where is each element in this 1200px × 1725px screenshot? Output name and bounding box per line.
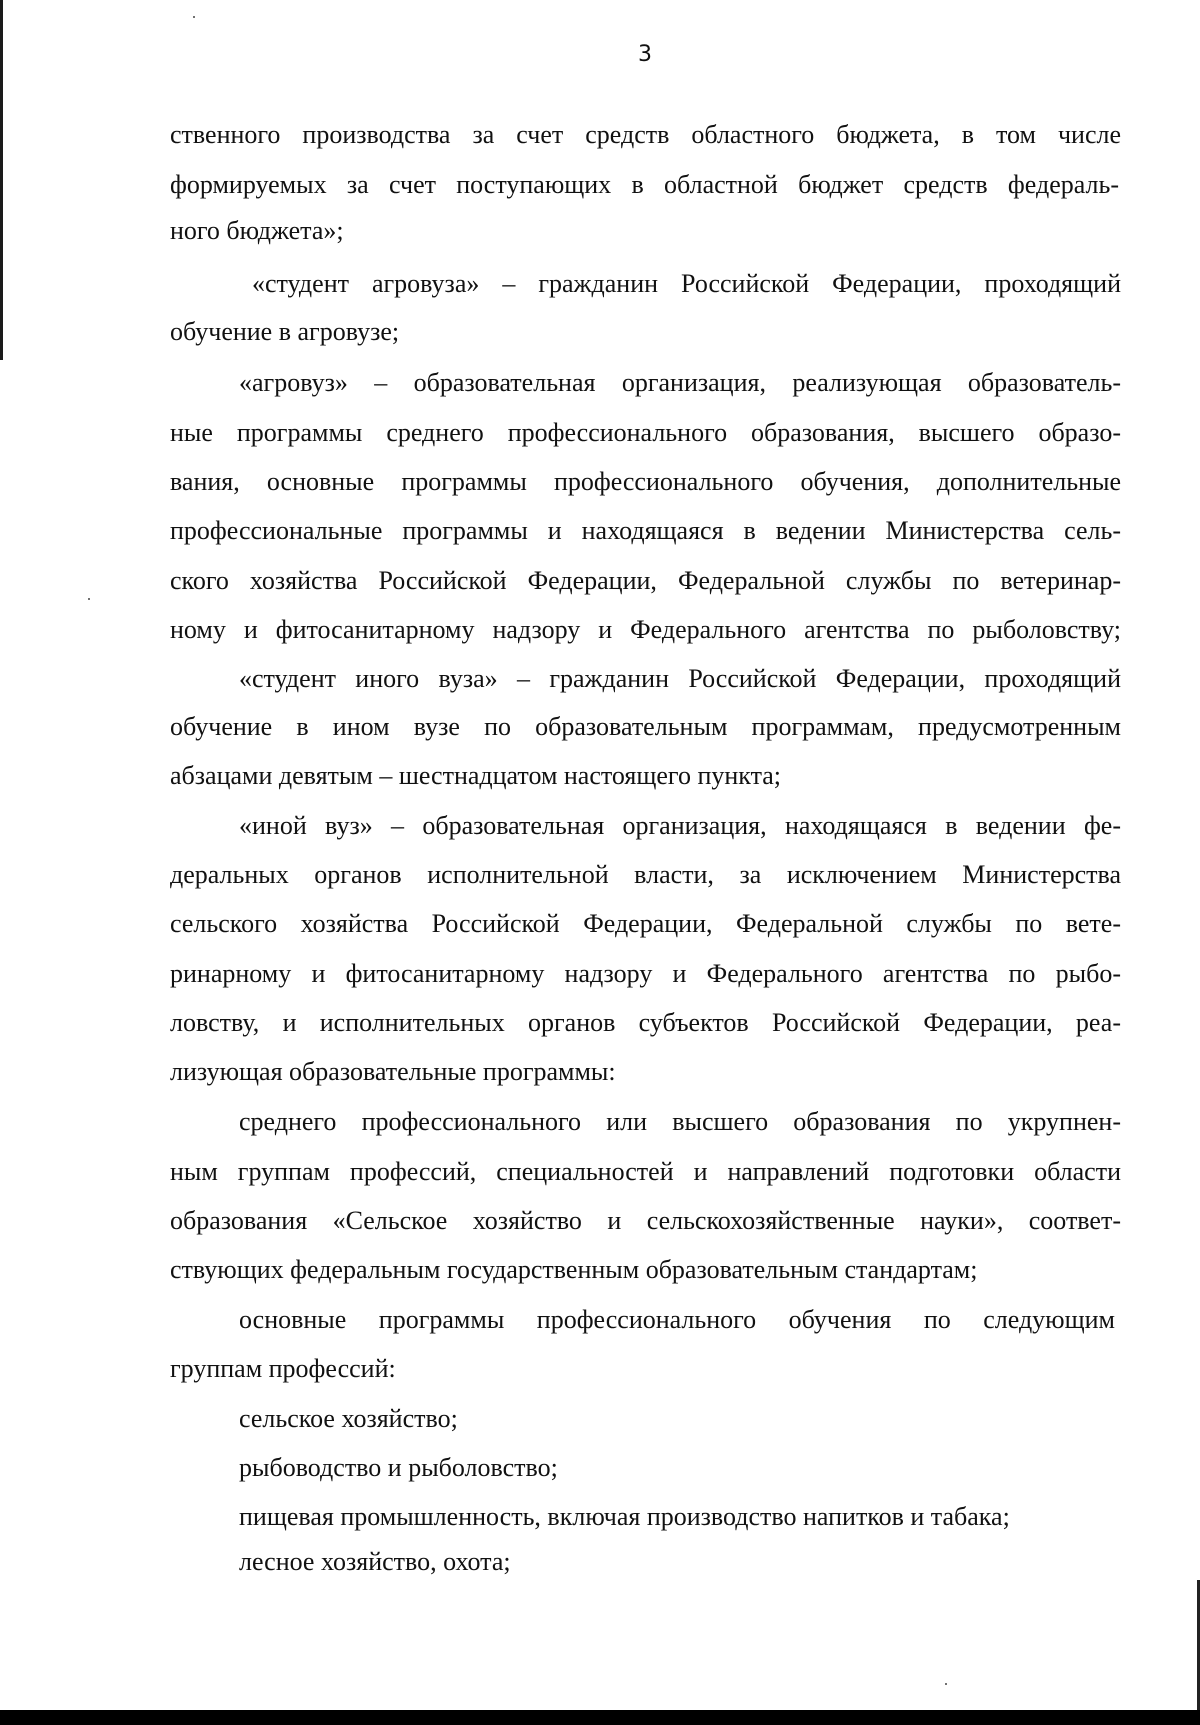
text-line: «иной вуз» – образовательная организация, находящаяся в ведении фе- [239, 811, 1121, 840]
text-line: ственного производства за счет средств областного бюджета, в том числе [170, 120, 1121, 149]
scan-bottom-edge [0, 1710, 1200, 1725]
text-line: «студент агровуза» – гражданин Российской Федерации, проходящий [252, 269, 1121, 298]
text-line: деральных органов исполнительной власти, за исключением Министерства [170, 860, 1121, 889]
text-line: лизующая образовательные программы: [170, 1057, 616, 1086]
text-line: группам профессий: [170, 1354, 396, 1383]
page-number: 3 [638, 42, 652, 67]
text-line: основные программы профессионального обучения по следующим [239, 1305, 1115, 1334]
text-line: обучение в ином вузе по образовательным программам, предусмотренным [170, 712, 1121, 741]
text-line: сельское хозяйство; [239, 1404, 458, 1433]
text-line: ные программы среднего профессионального образования, высшего образо- [170, 418, 1121, 447]
scan-speck [193, 16, 195, 18]
text-line: «студент иного вуза» – гражданин Российской Федерации, проходящий [239, 664, 1121, 693]
text-line: обучение в агровузе; [170, 317, 400, 346]
text-line: ского хозяйства Российской Федерации, Федеральной службы по ветеринар- [170, 566, 1121, 595]
text-line: абзацами девятым – шестнадцатом настоящего пункта; [170, 761, 782, 790]
text-line: ринарному и фитосанитарному надзору и Федерального агентства по рыбо- [170, 959, 1121, 988]
text-line: лесное хозяйство, охота; [239, 1547, 511, 1576]
text-line: вания, основные программы профессионального обучения, дополнительные [170, 467, 1121, 496]
text-line: профессиональные программы и находящаяся в ведении Министерства сель- [170, 516, 1121, 545]
text-line: формируемых за счет поступающих в областной бюджет средств федераль- [170, 170, 1119, 199]
text-line: ствующих федеральным государственным образовательным стандартам; [170, 1255, 978, 1284]
text-line: ловству, и исполнительных органов субъектов Российской Федерации, реа- [170, 1008, 1121, 1037]
text-line: пищевая промышленность, включая производство напитков и табака; [239, 1502, 1010, 1531]
text-line: среднего профессионального или высшего образования по укрупнен- [239, 1107, 1121, 1136]
text-line: рыбоводство и рыболовство; [239, 1453, 558, 1482]
text-line: ного бюджета»; [170, 216, 344, 245]
text-line: ным группам профессий, специальностей и направлений подготовки области [170, 1157, 1121, 1186]
scan-speck [945, 1683, 947, 1685]
scan-speck [88, 598, 90, 600]
text-line: сельского хозяйства Российской Федерации, Федеральной службы по вете- [170, 909, 1121, 938]
text-line: «агровуз» – образовательная организация, реализующая образователь- [239, 368, 1121, 397]
text-line: ному и фитосанитарному надзору и Федерального агентства по рыболовству; [170, 615, 1121, 644]
text-line: образования «Сельское хозяйство и сельскохозяйственные науки», соответ- [170, 1206, 1121, 1235]
